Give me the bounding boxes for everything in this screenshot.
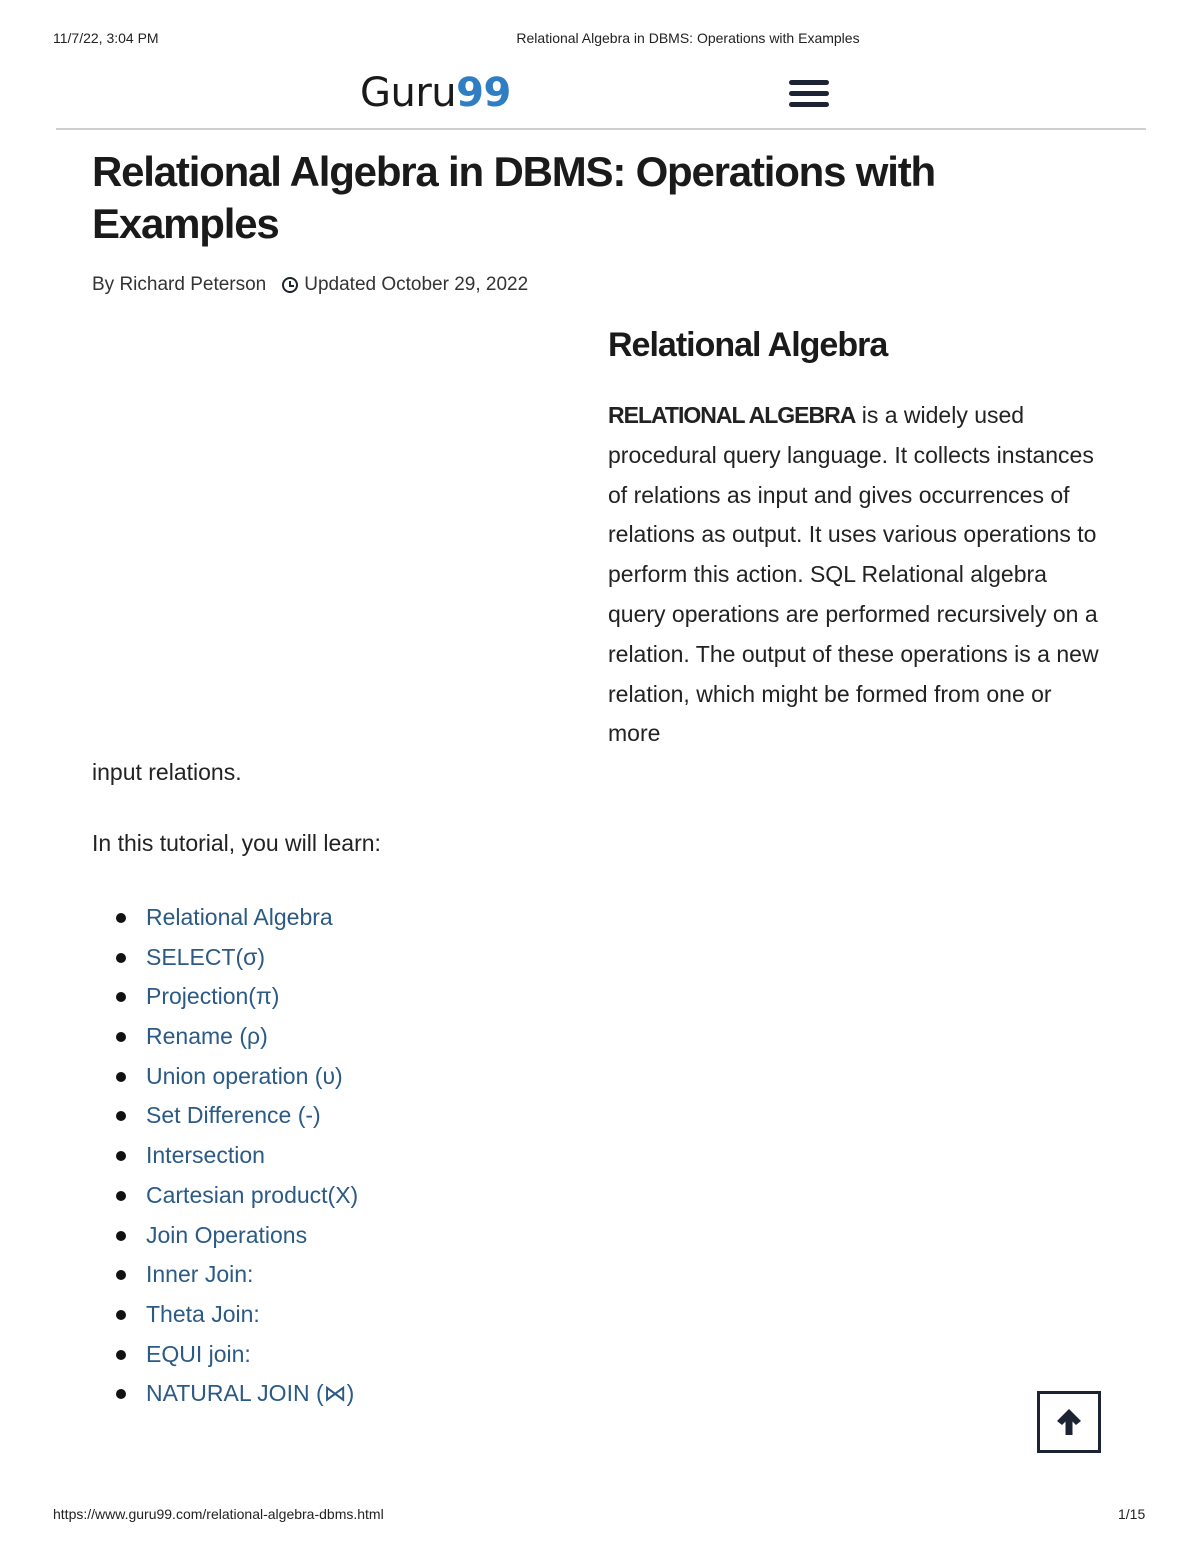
toc-link[interactable]: SELECT(σ) [146,943,265,970]
learn-text: In this tutorial, you will learn: [92,830,381,856]
logo-accent: 99 [456,70,511,116]
author: By Richard Peterson [92,274,267,295]
intro-continued: input relations. [92,759,242,785]
toc-item [92,1216,358,1256]
toc-link[interactable]: Cartesian product(X) [146,1181,359,1208]
print-url: https://www.guru99.com/relational-algebra-dbms.html [53,1506,384,1522]
logo-text: Guru [360,70,457,116]
toc-link[interactable]: Intersection [146,1142,265,1169]
menu-bar [789,80,829,85]
menu-bar [789,102,829,107]
toc-link[interactable]: Union operation (υ) [146,1062,343,1089]
print-title: Relational Algebra in DBMS: Operations with Examples [516,30,860,46]
toc-item [92,1295,358,1335]
toc-link[interactable]: Inner Join: [146,1261,254,1288]
toc-link[interactable]: Theta Join: [146,1300,260,1327]
section-heading: Relational Algebra [608,326,888,364]
menu-bar [789,91,829,96]
toc-link[interactable]: Set Difference (-) [146,1102,321,1129]
print-header [0,30,1200,50]
clock-icon [282,277,298,293]
toc-item [92,898,358,938]
toc-link[interactable]: NATURAL JOIN (⋈) [146,1380,355,1407]
print-page-number: 1/15 [1118,1506,1146,1522]
hamburger-menu-icon[interactable] [789,80,829,110]
arrow-up-icon [1055,1407,1083,1437]
toc-link[interactable]: Projection(π) [146,983,280,1010]
toc-item [92,1136,358,1176]
intro-text: is a widely used procedural query language. It collects instances of relations as input and gives occurrences of relations as output. It uses various operations to perform this action. SQL Relational algebra query operations are performed recursively on a relation. The output of these operations is a new relation, which might be formed from one or more [608,402,1099,747]
back-to-top-button[interactable] [1037,1391,1101,1453]
toc-link[interactable]: Relational Algebra [146,904,333,930]
toc-item [92,1335,358,1375]
byline [92,274,528,296]
header-divider [56,128,1146,130]
table-of-contents [92,898,358,1414]
intro-paragraph [608,396,1108,754]
print-footer [0,1506,1200,1526]
toc-item [92,1255,358,1295]
toc-item [92,977,358,1017]
toc-item [92,938,358,978]
toc-item [92,1176,358,1216]
toc-item [92,1057,358,1097]
toc-item [92,1017,358,1057]
site-logo[interactable] [360,70,511,116]
print-date: 11/7/22, 3:04 PM [53,30,159,46]
toc-item [92,1096,358,1136]
updated-date: Updated October 29, 2022 [304,274,529,295]
toc-link[interactable]: Join Operations [146,1221,308,1248]
site-header [0,66,1200,128]
toc-link[interactable]: EQUI join: [146,1340,251,1367]
toc-item [92,1374,358,1414]
page-title: Relational Algebra in DBMS: Operations with Examples [92,148,935,247]
intro-bold: RELATIONAL ALGEBRA [608,402,856,428]
toc-link[interactable]: Rename (ρ) [146,1023,268,1050]
